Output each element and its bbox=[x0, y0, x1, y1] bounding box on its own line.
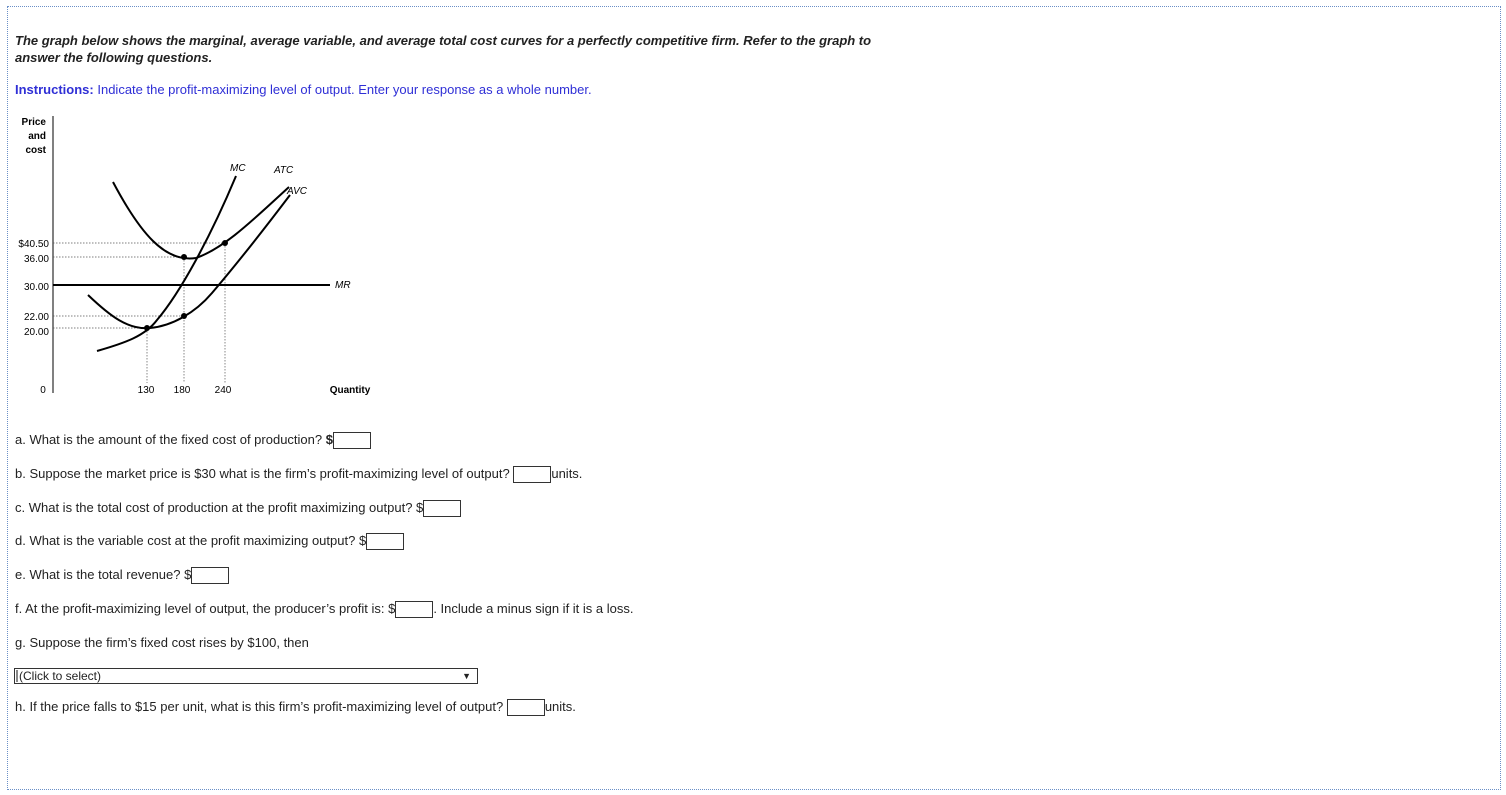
atc-label: ATC bbox=[274, 165, 294, 176]
answer-f-input[interactable] bbox=[395, 601, 433, 618]
y-axis-label-line2: and bbox=[28, 131, 46, 142]
atc-curve bbox=[113, 182, 289, 259]
y-tick-22: 22.00 bbox=[23, 312, 49, 323]
question-g-text: g. Suppose the firm’s fixed cost rises by $100, then bbox=[15, 635, 309, 650]
question-d-text: d. What is the variable cost at the profit maximizing output? bbox=[15, 533, 356, 548]
answer-d-input[interactable] bbox=[366, 533, 404, 550]
question-d-dollar: $ bbox=[358, 533, 367, 548]
x-tick-180: 180 bbox=[173, 385, 191, 396]
intro-text: The graph below shows the marginal, average variable, and average total cost curves for a perfectly competitive firm. Refer to the graph to answer the following questions. bbox=[15, 33, 872, 65]
point-atc-q240 bbox=[222, 240, 228, 246]
answer-g-dropdown-value: (Click to select) bbox=[19, 669, 102, 683]
point-avc-min bbox=[144, 325, 150, 331]
question-f-text: f. At the profit-maximizing level of output, the producer’s profit is: $ bbox=[15, 601, 396, 616]
chevron-down-icon: ▼ bbox=[462, 671, 471, 681]
question-h bbox=[15, 699, 576, 716]
question-c bbox=[15, 500, 461, 517]
mc-label: MC bbox=[230, 163, 246, 174]
x-axis-label: Quantity bbox=[329, 385, 371, 396]
instructions-label: Instructions: bbox=[15, 82, 94, 97]
origin-label: 0 bbox=[40, 385, 46, 396]
avc-label: AVC bbox=[287, 186, 308, 197]
question-f-note: . Include a minus sign if it is a loss. bbox=[433, 601, 634, 616]
question-f bbox=[15, 601, 633, 618]
question-g bbox=[15, 635, 309, 650]
question-b bbox=[15, 466, 582, 483]
question-e bbox=[15, 567, 229, 584]
answer-g-dropdown[interactable] bbox=[14, 668, 478, 684]
x-tick-130: 130 bbox=[137, 385, 155, 396]
instructions bbox=[15, 82, 592, 97]
x-tick-240: 240 bbox=[214, 385, 232, 396]
answer-h-input[interactable] bbox=[507, 699, 545, 716]
question-a-dollar: $ bbox=[325, 432, 333, 447]
question-c-text: c. What is the total cost of production at the profit maximizing output? $ bbox=[15, 500, 424, 515]
answer-e-input[interactable] bbox=[191, 567, 229, 584]
y-axis-label-line3: cost bbox=[25, 145, 46, 156]
y-tick-30: 30.00 bbox=[23, 282, 49, 293]
question-b-units: units. bbox=[551, 466, 583, 481]
instructions-text: Indicate the profit-maximizing level of output. Enter your response as a whole number. bbox=[97, 82, 592, 97]
answer-a-input[interactable] bbox=[333, 432, 371, 449]
answer-c-input[interactable] bbox=[423, 500, 461, 517]
y-tick-36: 36.00 bbox=[23, 254, 49, 265]
point-avc-q180 bbox=[181, 313, 187, 319]
y-axis-label-line1: Price bbox=[21, 117, 46, 128]
question-a bbox=[15, 432, 371, 449]
question-e-text: e. What is the total revenue? $ bbox=[15, 567, 192, 582]
point-atc-min bbox=[181, 254, 187, 260]
cost-curves-graph bbox=[0, 108, 400, 408]
question-h-text: h. If the price falls to $15 per unit, what is this firm’s profit-maximizing level of output? bbox=[15, 699, 504, 714]
question-d bbox=[15, 533, 404, 550]
y-tick-20: 20.00 bbox=[23, 327, 49, 338]
question-h-units: units. bbox=[544, 699, 576, 714]
mr-label: MR bbox=[335, 280, 351, 291]
question-a-text: a. What is the amount of the fixed cost of production? bbox=[15, 432, 323, 447]
y-tick-40-50: $40.50 bbox=[18, 239, 49, 250]
answer-b-input[interactable] bbox=[513, 466, 551, 483]
question-b-text: b. Suppose the market price is $30 what is the firm’s profit-maximizing level of output? bbox=[15, 466, 510, 481]
